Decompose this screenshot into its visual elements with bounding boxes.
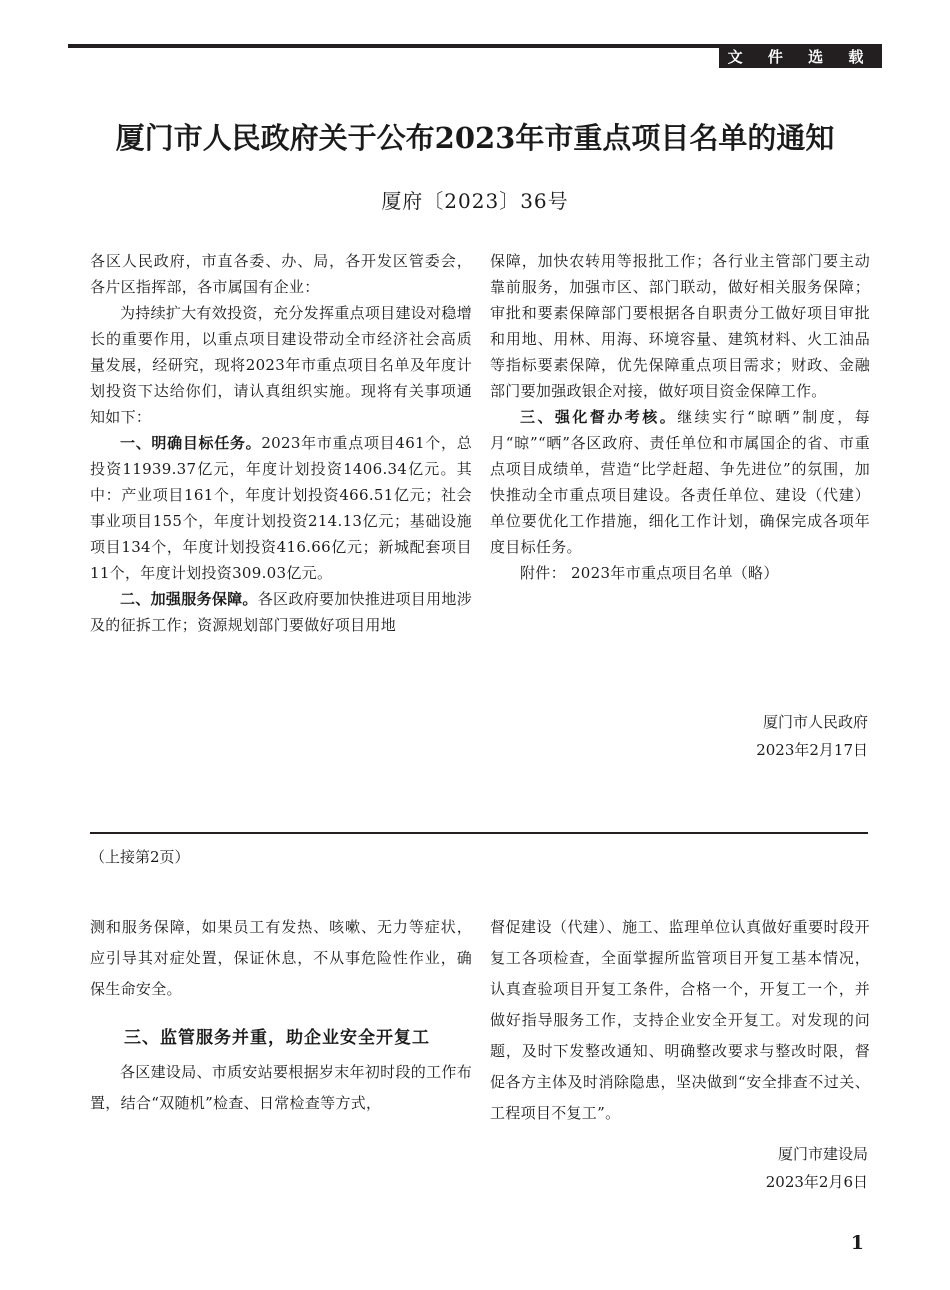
item-one-heading: 一、明确目标任务。: [120, 434, 262, 452]
continuation-signature-block: [568, 1140, 868, 1196]
section-divider: [90, 832, 868, 834]
notice-intro-paragraph: 为持续扩大有效投资，充分发挥重点项目建设对稳增长的重要作用，以重点项目建设带动全市经济社会高质量发展，经研究，现将2023年市重点项目名单及年度计划投资下达给你们，请认真组织实施。现将有关事项通知如下：: [90, 304, 472, 426]
continuation-signature: 厦门市建设局: [777, 1145, 868, 1163]
notice-right-column: [490, 248, 870, 586]
continuation-paragraph-1: 测和服务保障，如果员工有发热、咳嗽、无力等症状，应引导其对症处置，保证休息，不从事危险性作业，确保生命安全。: [90, 918, 472, 998]
notice-item-three: 三、强化督办考核。继续实行“晾晒”制度，每月“晾”“晒”各区政府、责任单位和市属国企的省、市重点项目成绩单，营造“比学赶超、争先进位”的氛围，加快推动全市重点项目建设。各责任单位、建设（代建）单位要优化工作措施，细化工作计划，确保完成各项年度目标任务。: [490, 408, 870, 556]
item-two-heading: 二、加强服务保障。: [120, 590, 258, 608]
notice-date: 2023年2月17日: [756, 741, 868, 759]
notice-addressees: 各区人民政府，市直各委、办、局，各开发区管委会，各片区指挥部，各市属国有企业：: [90, 252, 472, 296]
notice-signature: 厦门市人民政府: [762, 713, 868, 731]
continuation-date: 2023年2月6日: [765, 1173, 868, 1191]
document-number: 厦府〔2023〕36号: [381, 189, 569, 213]
notice-item-two-continued: 保障，加快农转用等报批工作；各行业主管部门要主动靠前服务，加强市区、部门联动，做好相关服务保障；审批和要素保障部门要根据各自职责分工做好项目审批和用地、用林、用海、环境容量、建筑材料、火工油品等指标要素保障，优先保障重点项目需求；财政、金融部门要加强政银企对接，做好项目资金保障工作。: [490, 252, 870, 400]
continuation-subheading: 三、监管服务并重，助企业安全开复工: [124, 1028, 430, 1048]
continued-from-note: （上接第2页）: [90, 848, 190, 866]
notice-left-column: [90, 248, 472, 638]
notice-item-two: 二、加强服务保障。各区政府要加快推进项目用地涉及的征拆工作；资源规划部门要做好项目用地: [90, 590, 473, 634]
continuation-right-column: [490, 912, 870, 1129]
section-tag: 文 件 选 载: [719, 46, 882, 68]
item-three-heading: 三、强化督办考核。: [520, 408, 678, 426]
notice-title: 厦门市人民政府关于公布2023年市重点项目名单的通知: [115, 121, 835, 155]
notice-item-one: 一、明确目标任务。2023年市重点项目461个，总投资11939.37亿元，年度计划投资1406.34亿元。其中：产业项目161个，年度计划投资466.51亿元；社会事业项目155个，年度计划投资214.13亿元；基础设施项目134个，年度计划投资416.66亿元；新城配套项目11个，年度计划投资309.03亿元。: [90, 434, 472, 582]
notice-attachment: 附件： 2023年市重点项目名单（略）: [520, 564, 779, 582]
continuation-paragraph-2: 各区建设局、市质安站要根据岁末年初时段的工作布置，结合“双随机”检查、日常检查等方式，: [90, 1063, 472, 1112]
continuation-paragraph-3: 督促建设（代建）、施工、监理单位认真做好重要时段开复工各项检查，全面掌握所监管项目开复工基本情况，认真查验项目开复工条件，合格一个，开复工一个，并做好指导服务工作，支持企业安全开复工。对发现的问题，及时下发整改通知、明确整改要求与整改时限，督促各方主体及时消除隐患，坚决做到“安全排查不过关、工程项目不复工”。: [490, 918, 870, 1122]
notice-signature-block: [568, 708, 868, 764]
continuation-left-column: [90, 912, 472, 1119]
page-number: 1: [850, 1232, 864, 1254]
